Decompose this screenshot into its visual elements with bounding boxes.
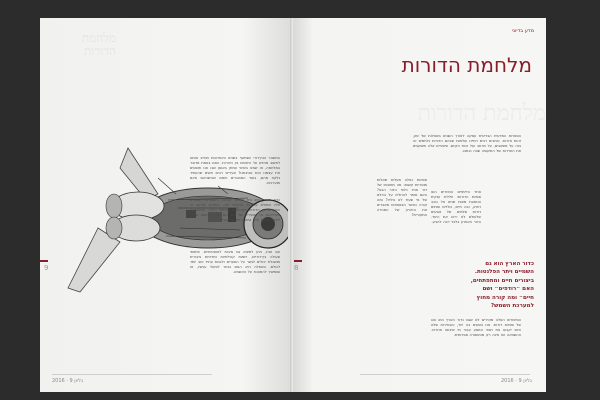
pull-quote: כדור הארץ הוא גם השמיים ויתר הפלנטות. ביצורים חיים ומתפתחים, האם ״רודפים״ ושם חיים״ ומה קורה מחוץ למערכת השמש? <box>470 261 534 310</box>
left-column-1: המשבר הבין־דורי שנחשף בשנים האחרונות מחייב אותנו לחשוב מחדש על היחסים בין הדורות. האם באמת מדובר במלחמה, או שמא בשינוי עמוק באופן שבו אנו תופסים את עצמנו ואת סביבתנו? צעירים רבים חשים שהעתיד נלקח מהם, בעוד המבוגרים חשים שהישגיהם אינם מוערכים. <box>190 156 280 185</box>
right-column-1: הספרות המדעית הבדיונית עסקה לאורך השנים בשאלות של זמן, זהות ודורות. כותבים רבים דמיינו עולמות שבהם הדורות נלחמים זה בזה על משאבים, על מרחב ועל זכות הקיום. סיפורים אלה משקפים את החרדות של התקופה שבה נכתבו. <box>413 134 521 153</box>
right-footer: גליון 9 · 2016 <box>500 378 532 384</box>
left-page-number: 9 <box>44 264 49 272</box>
right-footer-rule <box>360 374 530 375</box>
right-column-3: ספינות כאלה מעלות שאלות מוסריות קשות: מה מחובתו של דור אחד כלפי הדור הבא? האם מותר להחליט על גורלם של מי שעוד לא נולדו? ומה קורה כאשר הצאצאים מאבדים את הזיכרון של המטרה המקורית? <box>377 178 427 217</box>
title-ghost: מלחמת הדורות <box>417 101 546 126</box>
magazine-spread <box>40 18 546 392</box>
right-page-number: 8 <box>294 264 299 272</box>
right-column-2: אחד הדימויים החוזרים הוא ספינת הדורות: חללית ענקית הנוסעת מאות שנים אל כוכב רחוק, ובה חיים, נולדים ומתים דורות שלמים של נוסעים שלעולם לא יראו את היעד. הדור האחרון בלבד יזכה להגיע. <box>431 190 481 224</box>
left-footer: 2016 · גליון 9 <box>52 378 84 384</box>
right-page-marker <box>294 260 302 262</box>
left-page <box>40 18 293 392</box>
left-footer-rule <box>52 374 212 375</box>
article-title: מלחמת הדורות <box>401 53 532 77</box>
right-page <box>293 18 546 392</box>
left-ghost-title: מלחמת הדורות <box>81 31 116 58</box>
section-kicker: מדע בדיוני <box>511 28 534 34</box>
left-column-3: עם זאת, ניתן למצוא גם סיבות לאופטימיות. שיתופי פעולה בין־דוריים, יוזמות קהילתיות ומדיניות ציבורית מושכלת יכולים לגשר על הפערים ולבנות עתיד טוב יותר לכולם. השאלה היא האם נבחר לפעול עכשיו, או שנמשיך להתווכח על האשמה. <box>190 250 280 274</box>
left-column-2: כדור הארץ הוא בית משותף לכולנו, והאחריות לשמירה עליו מוטלת על כל הדורות יחד. המחקר מראה כי הפערים בין הדורות מתרחבים בתחומי הדיור, התעסוקה והבריאות, וכי הצעירים של היום הם הדור הראשון שצפוי לחיות ברמת חיים נמוכה מזו של הוריו. <box>190 198 280 222</box>
left-page-marker <box>40 260 48 262</box>
right-column-4: הסיפורים האלה מזכירים לנו שגם כדור הארץ הוא סוג של ספינת דורות. אנו נוסעים בה יחד, והבחירות שלנו היום יקבעו את תנאי המסע עבור מי שיבואו אחרינו. ההשוואה הזו אינה רק מטאפורה ספרותית. <box>431 318 521 337</box>
